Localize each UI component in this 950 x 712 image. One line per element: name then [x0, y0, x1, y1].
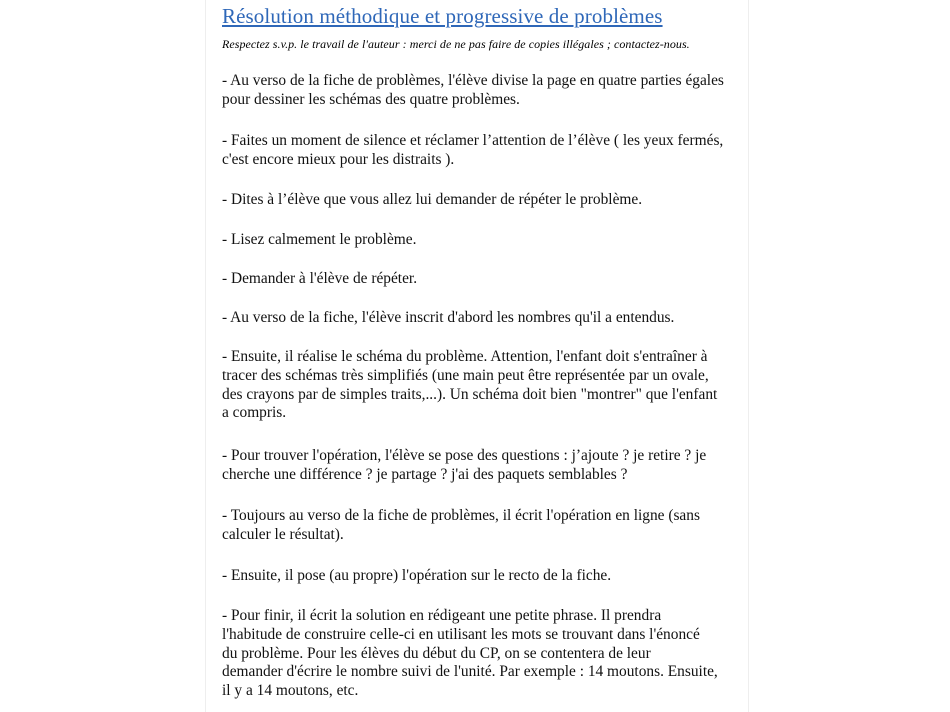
- paragraph-line: - Au verso de la fiche de problèmes, l'élève divise la page en quatre parties égales: [222, 72, 724, 89]
- paragraph-line: - Pour trouver l'opération, l'élève se pose des questions : j’ajoute ? je retire ? je: [222, 447, 707, 464]
- paragraph-line: - Au verso de la fiche, l'élève inscrit d'abord les nombres qu'il a entendus.: [222, 309, 675, 326]
- paragraph-line: - Toujours au verso de la fiche de problèmes, il écrit l'opération en ligne (sans: [222, 507, 700, 524]
- paragraph-9: [222, 507, 752, 545]
- paragraph-line: - Faites un moment de silence et réclamer l’attention de l’élève ( les yeux fermés,: [222, 132, 724, 149]
- paragraph-line: c'est encore mieux pour les distraits ).: [222, 150, 455, 168]
- copyright-notice: Respectez s.v.p. le travail de l'auteur : merci de ne pas faire de copies illégales ; contactez-nous.: [222, 37, 690, 51]
- paragraph-4: [222, 231, 752, 250]
- paragraph-1: [222, 72, 752, 110]
- paragraph-line: - Demander à l'élève de répéter.: [222, 270, 418, 287]
- paragraph-line: pour dessiner les schémas des quatre problèmes.: [222, 90, 520, 108]
- paragraph-line: demander d'écrire le nombre suivi de l'unité. Par exemple : 14 moutons. Ensuite,: [222, 663, 718, 681]
- paragraph-line: a compris.: [222, 404, 287, 422]
- paragraph-line: - Ensuite, il réalise le schéma du problème. Attention, l'enfant doit s'entraîner à: [222, 348, 708, 365]
- paragraph-line: cherche une différence ? je partage ? j'ai des paquets semblables ?: [222, 465, 628, 483]
- paragraph-6: [222, 309, 752, 328]
- paragraph-line: - Ensuite, il pose (au propre) l'opération sur le recto de la fiche.: [222, 567, 612, 584]
- paragraph-line: - Pour finir, il écrit la solution en rédigeant une petite phrase. Il prendra: [222, 607, 662, 624]
- paragraph-line: des crayons par de simples traits,...). Un schéma doit bien "montrer" que l'enfant: [222, 385, 718, 403]
- paragraph-11: [222, 607, 752, 701]
- document-title: Résolution méthodique et progressive de problèmes: [222, 4, 663, 28]
- paragraph-8: [222, 447, 752, 485]
- paragraph-2: [222, 132, 752, 170]
- paragraph-line: - Dites à l’élève que vous allez lui demander de répéter le problème.: [222, 191, 643, 208]
- paragraph-7: [222, 348, 752, 423]
- paragraph-10: [222, 567, 752, 586]
- paragraph-line: du problème. Pour les élèves du début du CP, on se contentera de leur: [222, 644, 651, 662]
- paragraph-line: il y a 14 moutons, etc.: [222, 682, 359, 700]
- paragraph-line: - Lisez calmement le problème.: [222, 231, 417, 248]
- paragraph-3: [222, 191, 752, 210]
- paragraph-line: tracer des schémas très simplifiés (une main peut être représentée par un ovale,: [222, 366, 709, 384]
- paragraph-5: [222, 270, 752, 289]
- paragraph-line: calculer le résultat).: [222, 525, 344, 543]
- paragraph-line: l'habitude de construire celle-ci en utilisant les mots se trouvant dans l'énoncé: [222, 625, 700, 643]
